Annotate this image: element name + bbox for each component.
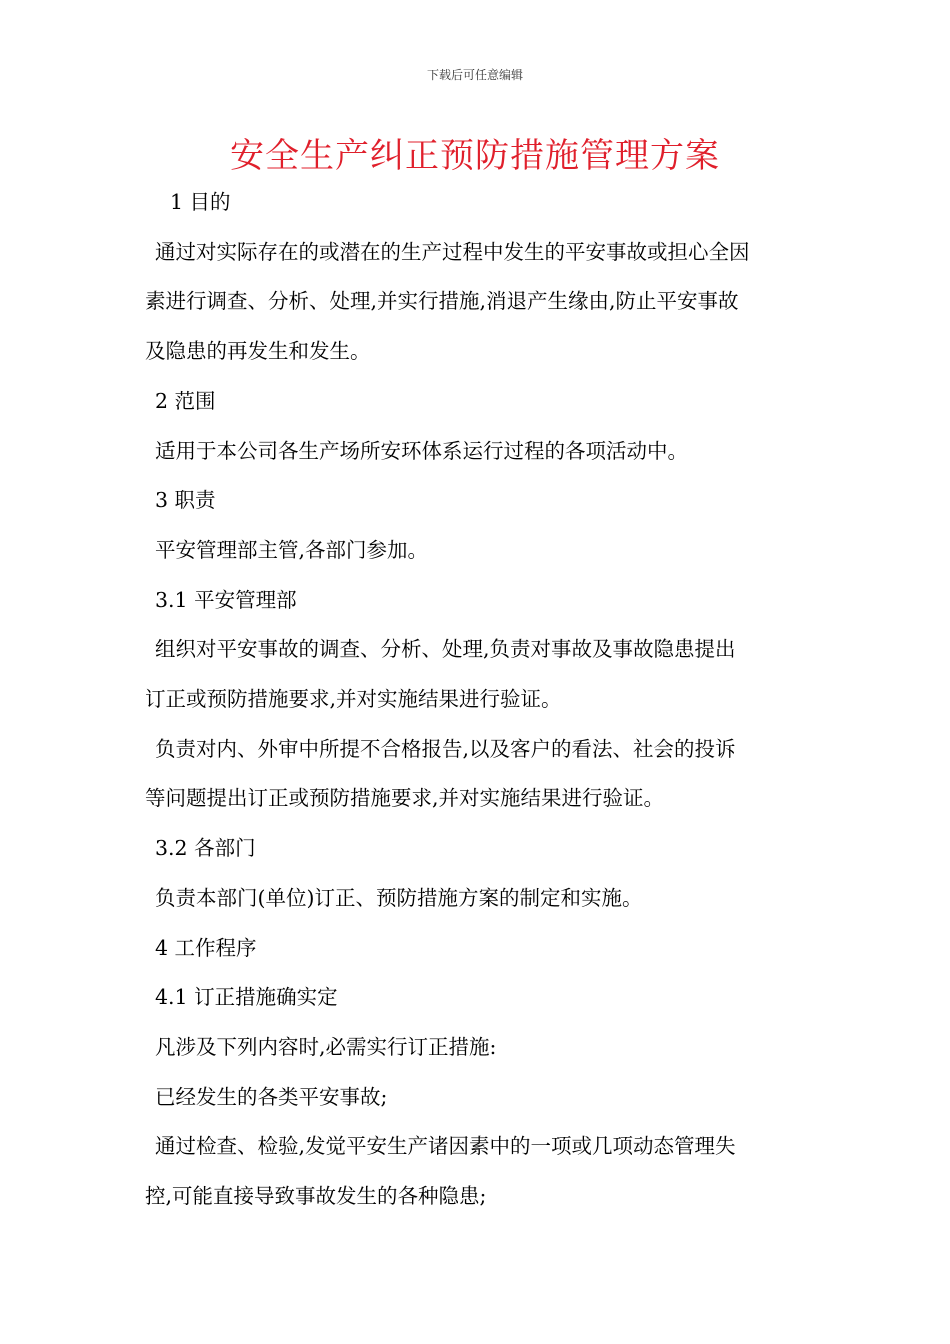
- section-heading: 3 职责: [155, 488, 216, 513]
- paragraph-line: 平安管理部主管,各部门参加。: [155, 537, 429, 562]
- paragraph-line: 通过检查、检验,发觉平安生产诸因素中的一项或几项动态管理失: [155, 1134, 736, 1159]
- paragraph-line: 组织对平安事故的调查、分析、处理,负责对事故及事故隐患提出: [155, 637, 736, 662]
- paragraph-line: 负责对内、外审中所提不合格报告,以及客户的看法、社会的投诉: [155, 736, 736, 761]
- section-heading: 3.2 各部门: [155, 836, 256, 861]
- header-note: 下载后可任意编辑: [426, 68, 523, 82]
- paragraph-line: 等问题提出订正或预防措施要求,并对实施结果进行验证。: [145, 786, 665, 811]
- paragraph-line: 素进行调查、分析、处理,并实行措施,消退产生缘由,防止平安事故: [145, 289, 739, 314]
- paragraph-line: 适用于本公司各生产场所安环体系运行过程的各项活动中。: [155, 438, 688, 463]
- section-heading: 4.1 订正措施确实定: [155, 985, 338, 1010]
- section-heading: 1 目的: [170, 190, 231, 214]
- paragraph-line: 凡涉及下列内容时,必需实行订正措施:: [155, 1034, 497, 1059]
- section-heading: 4 工作程序: [155, 935, 257, 960]
- paragraph-line: 通过对实际存在的或潜在的生产过程中发生的平安事故或担心全因: [155, 239, 750, 264]
- document-title: 安全生产纠正预防措施管理方案: [230, 136, 720, 176]
- section-heading: 2 范围: [155, 388, 216, 413]
- section-heading: 3.1 平安管理部: [155, 587, 297, 612]
- paragraph-line: 及隐患的再发生和发生。: [145, 339, 371, 364]
- paragraph-line: 负责本部门(单位)订正、预防措施方案的制定和实施。: [155, 885, 643, 910]
- paragraph-line: 已经发生的各类平安事故;: [155, 1084, 388, 1109]
- paragraph-line: 订正或预防措施要求,并对实施结果进行验证。: [145, 687, 562, 712]
- document-body: [145, 178, 810, 1222]
- paragraph-line: 控,可能直接导致事故发生的各种隐患;: [145, 1184, 487, 1209]
